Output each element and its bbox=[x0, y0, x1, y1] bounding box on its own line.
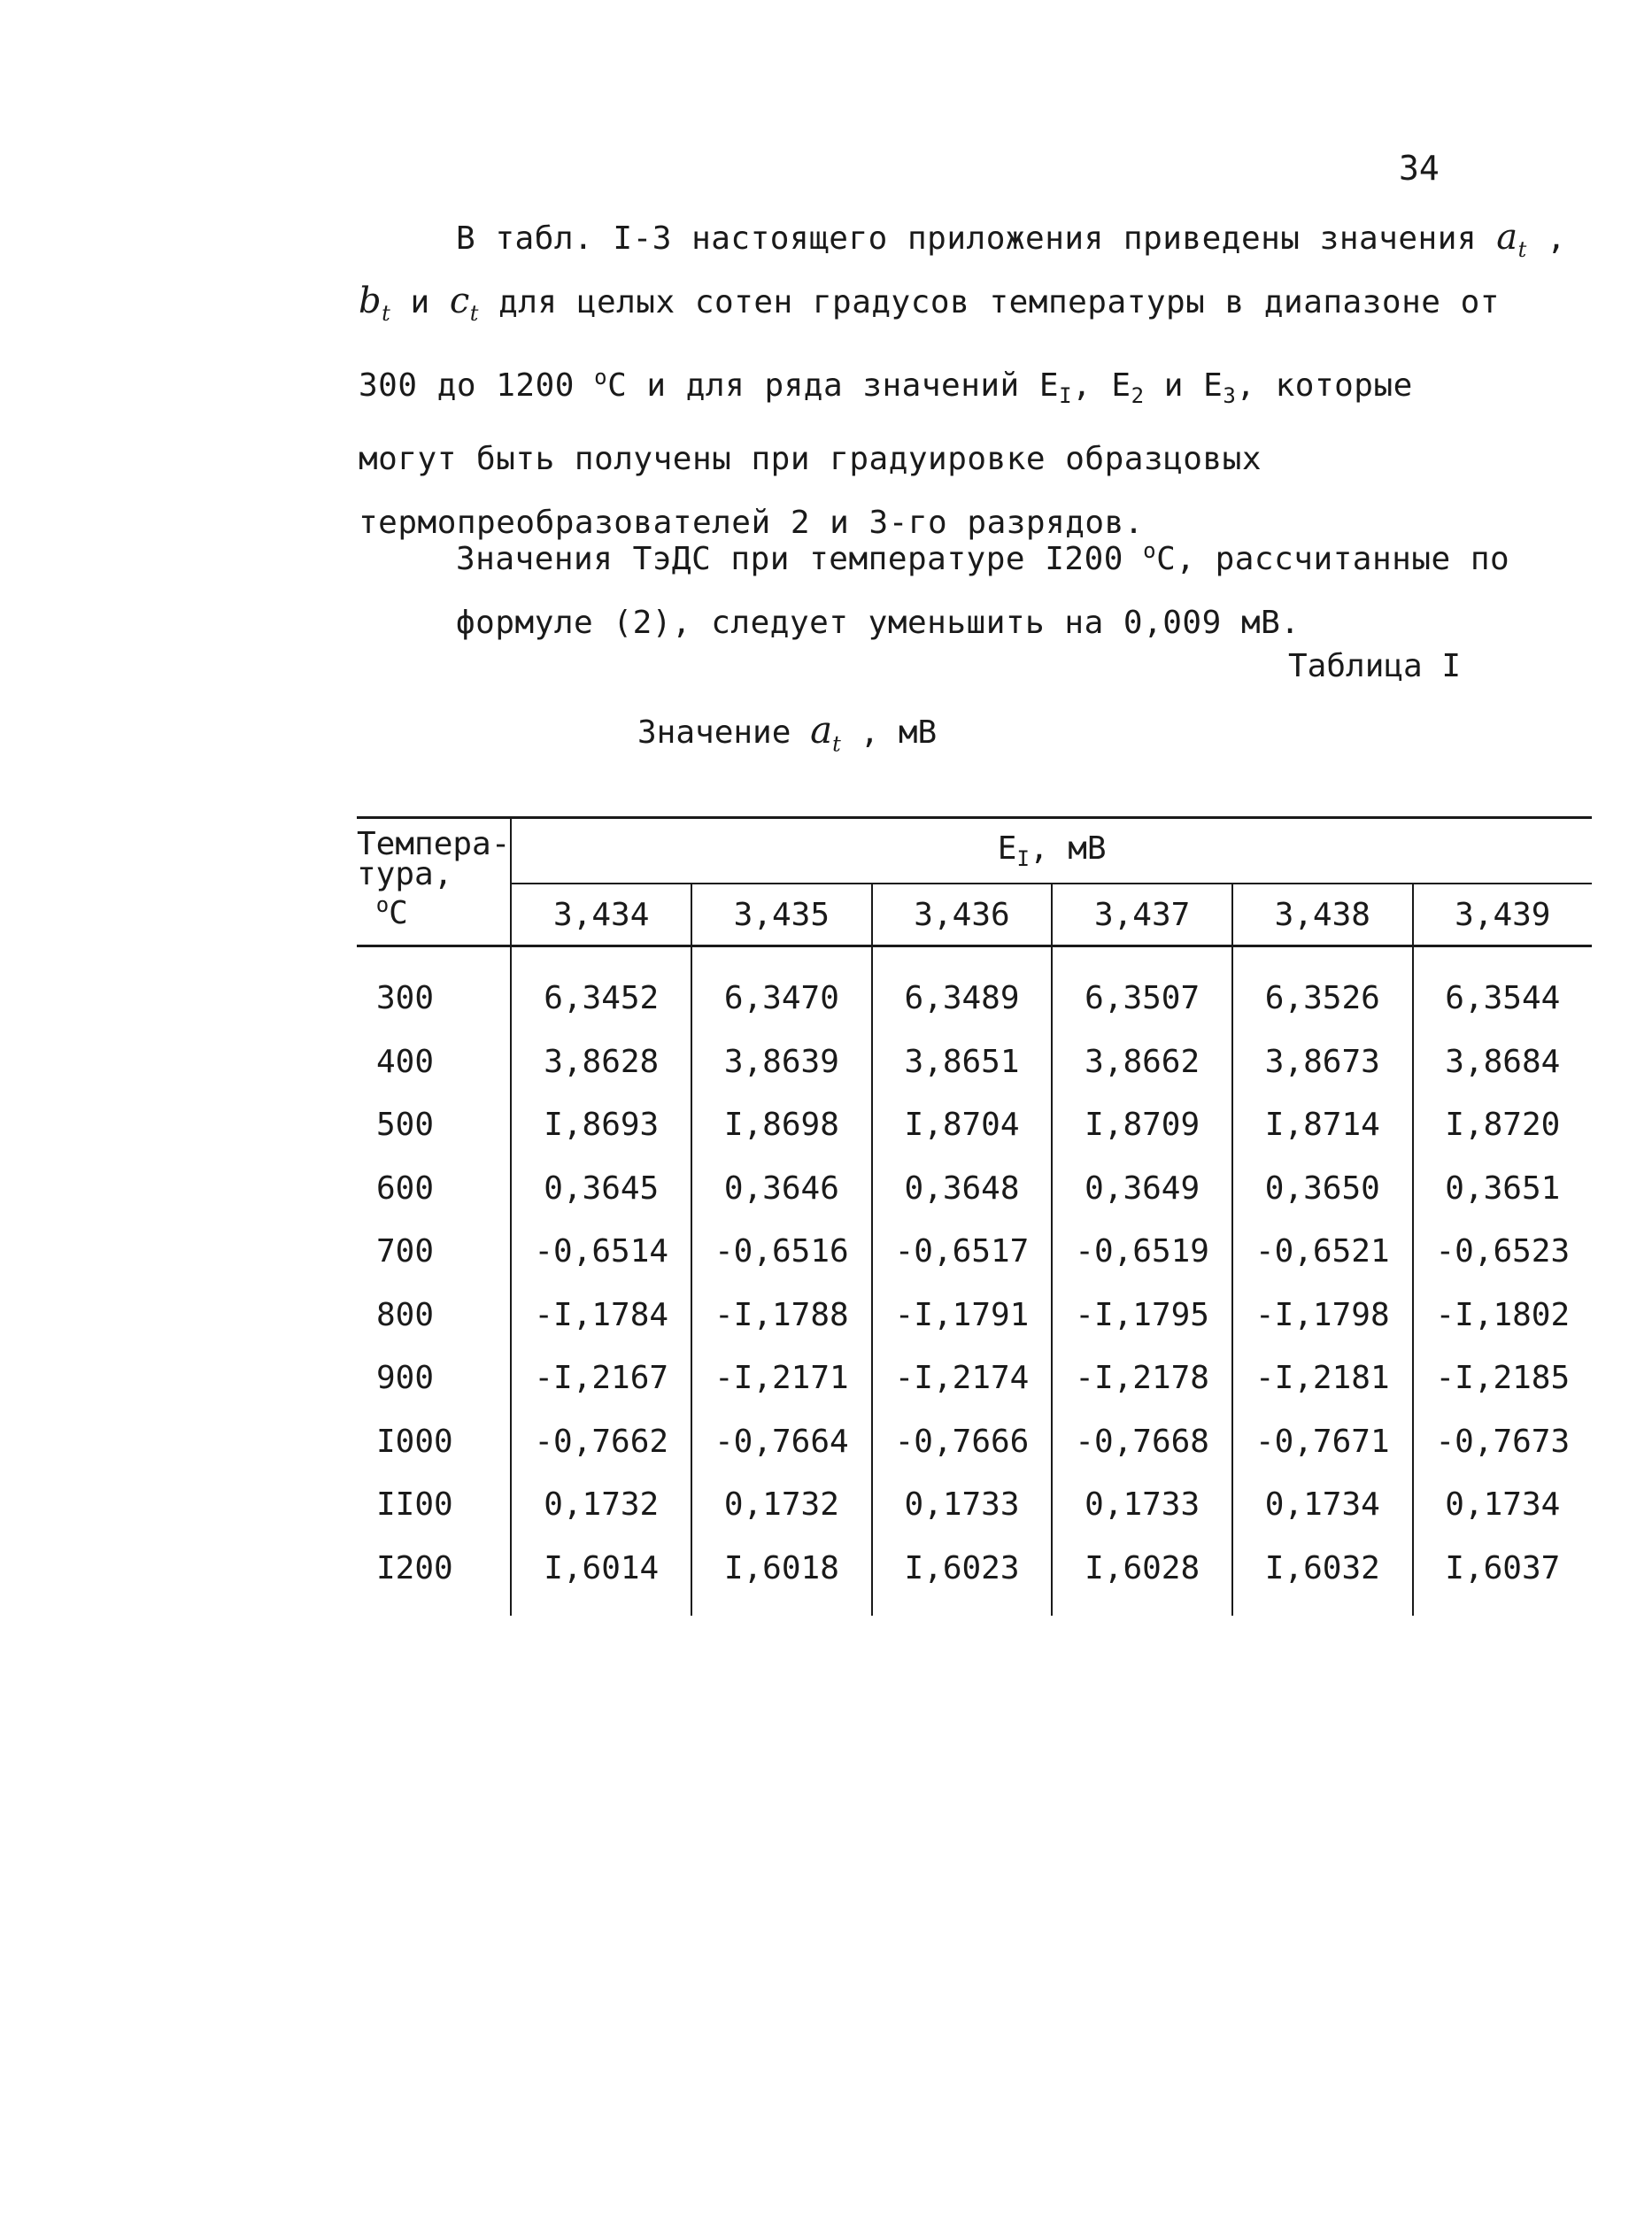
intro-text-3: С и для ряда значений bbox=[607, 367, 1020, 404]
value-cell: I,8714 bbox=[1232, 1093, 1413, 1157]
value-cell: -I,2181 bbox=[1232, 1347, 1413, 1410]
value-cell: 0,1732 bbox=[511, 1473, 691, 1537]
value-cell: 0,1734 bbox=[1232, 1473, 1413, 1537]
value-cell: 6,3544 bbox=[1413, 946, 1592, 1030]
value-cell: 0,3645 bbox=[511, 1157, 691, 1221]
symbol-b: $b_t$ bbox=[359, 281, 391, 326]
value-cell: 6,3507 bbox=[1052, 946, 1232, 1030]
value-cell: -0,7668 bbox=[1052, 1410, 1232, 1474]
value-cell: -I,2185 bbox=[1413, 1347, 1592, 1410]
value-cell: -0,6514 bbox=[511, 1220, 691, 1284]
value-cell: -0,7666 bbox=[872, 1410, 1053, 1474]
value-cell: I,6014 bbox=[511, 1537, 691, 1617]
column-header-2: 3,435 bbox=[691, 884, 872, 946]
value-cell: 3,8628 bbox=[511, 1030, 691, 1094]
value-cell: -I,2174 bbox=[872, 1347, 1053, 1410]
value-cell: -0,7671 bbox=[1232, 1410, 1413, 1474]
intro-text-2: для целых сотен градусов температуры в диапазоне от 300 до 1200 bbox=[359, 284, 1500, 404]
intro-paragraph-line2: $b_t$ и $c_t$ для целых сотен градусов температуры в диапазоне от 300 до 1200 $^o$С и для ряда значений $E_I$, $E_2$ и $E_3$, которые могут быть получены при градуировке образцовых термопреобразователей 2 и 3-го разрядов. bbox=[359, 281, 1500, 542]
value-cell: -0,6519 bbox=[1052, 1220, 1232, 1284]
temperature-cell: 700 bbox=[376, 1233, 435, 1270]
table-row bbox=[357, 1410, 1592, 1474]
temperature-cell: 600 bbox=[376, 1169, 435, 1207]
page-number: 34 bbox=[1399, 149, 1440, 188]
value-cell: -I,1788 bbox=[691, 1284, 872, 1347]
note-paragraph: Значения ТэДС при температуре I200 $^o$С, рассчитанные по формуле (2), следует уменьшить на 0,009 мВ. bbox=[456, 538, 1510, 641]
value-cell: 0,1734 bbox=[1413, 1473, 1592, 1537]
value-cell: 3,8662 bbox=[1052, 1030, 1232, 1094]
temperature-cell: 400 bbox=[376, 1043, 435, 1080]
value-cell: I,6018 bbox=[691, 1537, 872, 1617]
temperature-cell: 300 bbox=[376, 980, 435, 1017]
value-cell: -0,6517 bbox=[872, 1220, 1053, 1284]
column-header-5: 3,438 bbox=[1232, 884, 1413, 946]
value-cell: 0,1732 bbox=[691, 1473, 872, 1537]
value-cell: I,8709 bbox=[1052, 1093, 1232, 1157]
value-cell: -0,7673 bbox=[1413, 1410, 1592, 1474]
symbol-c: $c_t$ bbox=[449, 281, 479, 326]
value-cell: 0,3651 bbox=[1413, 1157, 1592, 1221]
value-cell: 0,3648 bbox=[872, 1157, 1053, 1221]
value-cell: -I,1791 bbox=[872, 1284, 1053, 1347]
temperature-cell: II00 bbox=[376, 1486, 453, 1524]
column-header-4: 3,437 bbox=[1052, 884, 1232, 946]
value-cell: -0,7664 bbox=[691, 1410, 872, 1474]
intro-text-4: , которые могут быть получены при градуировке образцовых термопреобразователей 2 и 3-го разрядов. bbox=[359, 367, 1413, 542]
table-row bbox=[357, 1093, 1592, 1157]
temperature-cell: I200 bbox=[376, 1549, 453, 1586]
value-cell: 6,3452 bbox=[511, 946, 691, 1030]
value-cell: 0,3649 bbox=[1052, 1157, 1232, 1221]
value-cell: -I,1795 bbox=[1052, 1284, 1232, 1347]
value-cell: -I,2167 bbox=[511, 1347, 691, 1410]
column-header-6: 3,439 bbox=[1413, 884, 1592, 946]
value-cell: 3,8684 bbox=[1413, 1030, 1592, 1094]
value-cell: 6,3489 bbox=[872, 946, 1053, 1030]
temperature-header: Темпера- тура, $^o$С bbox=[357, 818, 511, 946]
value-cell: 0,3646 bbox=[691, 1157, 872, 1221]
table-row bbox=[357, 1537, 1592, 1617]
e3-symbol: $E_3$ bbox=[1203, 367, 1237, 409]
table-row bbox=[357, 1347, 1592, 1410]
temperature-cell: 500 bbox=[376, 1107, 435, 1144]
value-cell: -I,1802 bbox=[1413, 1284, 1592, 1347]
table-caption: Значение $a_t$ , мВ bbox=[637, 708, 938, 757]
value-cell: 0,1733 bbox=[872, 1473, 1053, 1537]
temperature-cell: I000 bbox=[376, 1423, 453, 1460]
intro-text-1: В табл. I-3 настоящего приложения приведены значения bbox=[456, 220, 1478, 257]
value-cell: I,6032 bbox=[1232, 1537, 1413, 1617]
table-row bbox=[357, 1284, 1592, 1347]
value-cell: 0,3650 bbox=[1232, 1157, 1413, 1221]
value-cell: -0,6523 bbox=[1413, 1220, 1592, 1284]
value-cell: -0,7662 bbox=[511, 1410, 691, 1474]
value-cell: I,8693 bbox=[511, 1093, 691, 1157]
values-table bbox=[357, 816, 1592, 1616]
value-cell: 6,3526 bbox=[1232, 946, 1413, 1030]
value-cell: I,6028 bbox=[1052, 1537, 1232, 1617]
table-row bbox=[357, 1220, 1592, 1284]
temperature-cell: 800 bbox=[376, 1296, 435, 1333]
table-row bbox=[357, 1473, 1592, 1537]
value-cell: -0,6521 bbox=[1232, 1220, 1413, 1284]
value-cell: -I,1798 bbox=[1232, 1284, 1413, 1347]
value-cell: 3,8651 bbox=[872, 1030, 1053, 1094]
column-header-1: 3,434 bbox=[511, 884, 691, 946]
table-label: Таблица I bbox=[1288, 648, 1462, 684]
value-cell: -I,2171 bbox=[691, 1347, 872, 1410]
e1-group-header: $E_I$, мВ bbox=[511, 818, 1592, 884]
value-cell: -I,2178 bbox=[1052, 1347, 1232, 1410]
value-cell: I,8720 bbox=[1413, 1093, 1592, 1157]
e2-symbol: $E_2$ bbox=[1111, 367, 1145, 409]
table-row bbox=[357, 946, 1592, 1030]
value-cell: -0,6516 bbox=[691, 1220, 872, 1284]
value-cell: I,6037 bbox=[1413, 1537, 1592, 1617]
column-header-3: 3,436 bbox=[872, 884, 1053, 946]
value-cell: -I,1784 bbox=[511, 1284, 691, 1347]
note-text-1: Значения ТэДС при температуре I200 bbox=[456, 541, 1123, 577]
e1-symbol: $E_I$ bbox=[1038, 367, 1073, 409]
symbol-a: $a_t$ bbox=[1496, 217, 1527, 262]
value-cell: 6,3470 bbox=[691, 946, 872, 1030]
temperature-cell: 900 bbox=[376, 1360, 435, 1397]
value-cell: 3,8639 bbox=[691, 1030, 872, 1094]
table-row bbox=[357, 1030, 1592, 1094]
note-text-2: С, рассчитанные по формуле (2), следует уменьшить на 0,009 мВ. bbox=[456, 541, 1510, 641]
value-cell: I,8704 bbox=[872, 1093, 1053, 1157]
value-cell: 0,1733 bbox=[1052, 1473, 1232, 1537]
value-cell: I,6023 bbox=[872, 1537, 1053, 1617]
value-cell: 3,8673 bbox=[1232, 1030, 1413, 1094]
intro-paragraph: В табл. I-3 настоящего приложения приведены значения $a_t$ , bbox=[456, 217, 1567, 262]
value-cell: I,8698 bbox=[691, 1093, 872, 1157]
caption-symbol-a: $a_t$ bbox=[810, 708, 841, 757]
table-row bbox=[357, 1157, 1592, 1221]
